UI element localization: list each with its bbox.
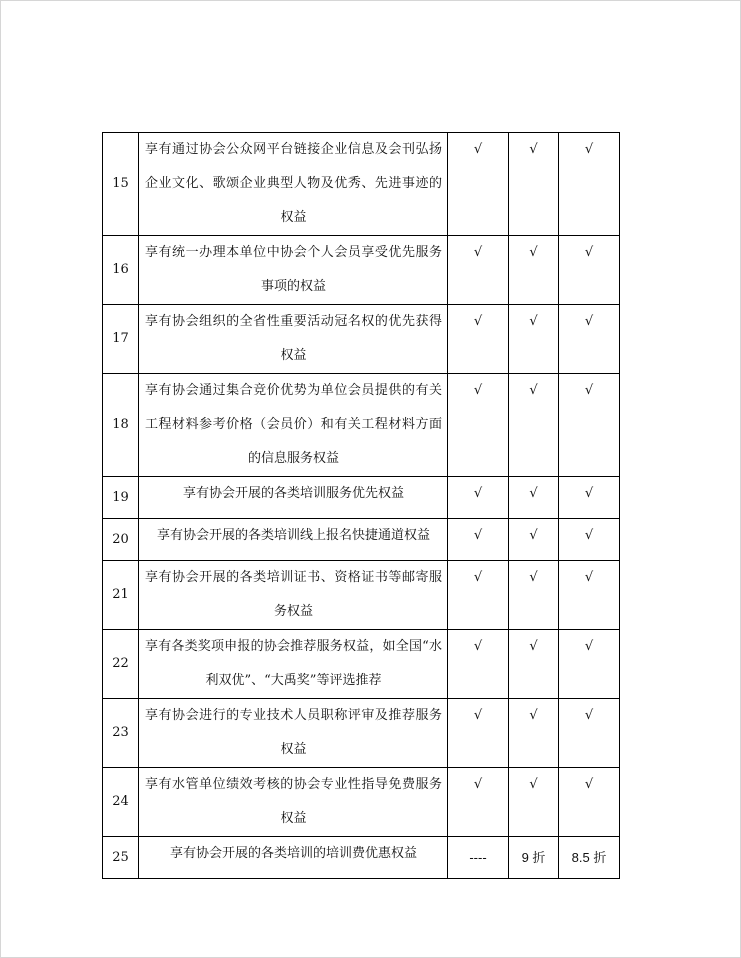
level-2-mark: √ [509,305,559,374]
level-1-mark: √ [448,768,509,837]
table-row [103,561,620,630]
level-2-mark: √ [509,630,559,699]
benefit-description: 享有协会通过集合竞价优势为单位会员提供的有关工程材料参考价格（会员价）和有关工程材料方面的信息服务权益 [139,374,448,477]
level-2-discount: 9 折 [509,837,559,879]
level-1-mark: √ [448,630,509,699]
level-1-mark: √ [448,374,509,477]
benefit-description: 享有协会组织的全省性重要活动冠名权的优先获得权益 [139,305,448,374]
table-row [103,374,620,477]
level-2-mark: √ [509,477,559,519]
level-3-mark: √ [559,561,620,630]
level-2-mark: √ [509,133,559,236]
benefit-description: 享有水管单位绩效考核的协会专业性指导免费服务权益 [139,768,448,837]
level-1-mark: √ [448,519,509,561]
row-number: 17 [103,305,139,374]
row-number: 15 [103,133,139,236]
level-3-mark: √ [559,699,620,768]
table-row [103,630,620,699]
level-1-mark: √ [448,133,509,236]
row-number: 19 [103,477,139,519]
level-2-mark: √ [509,519,559,561]
benefit-description: 享有协会开展的各类培训线上报名快捷通道权益 [139,519,448,561]
benefit-description: 享有各类奖项申报的协会推荐服务权益，如全国“水利双优”、“大禹奖”等评选推荐 [139,630,448,699]
level-1-mark: √ [448,305,509,374]
benefits-table [102,132,620,879]
level-3-mark: √ [559,236,620,305]
level-1-mark: √ [448,236,509,305]
level-3-mark: √ [559,133,620,236]
row-number: 22 [103,630,139,699]
level-3-mark: √ [559,477,620,519]
table-row [103,699,620,768]
benefit-description: 享有协会开展的各类培训证书、资格证书等邮寄服务权益 [139,561,448,630]
level-1-mark: √ [448,561,509,630]
row-number: 24 [103,768,139,837]
level-3-mark: √ [559,519,620,561]
table-row [103,477,620,519]
row-number: 20 [103,519,139,561]
level-3-mark: √ [559,630,620,699]
level-2-mark: √ [509,561,559,630]
level-3-mark: √ [559,305,620,374]
level-1-mark: √ [448,477,509,519]
benefit-description: 享有协会开展的各类培训的培训费优惠权益 [139,837,448,879]
table-row [103,133,620,236]
row-number: 25 [103,837,139,879]
row-number: 16 [103,236,139,305]
level-2-mark: √ [509,768,559,837]
benefit-description: 享有协会开展的各类培训服务优先权益 [139,477,448,519]
table-row [103,236,620,305]
level-3-mark: √ [559,768,620,837]
level-1-mark: √ [448,699,509,768]
level-2-mark: √ [509,374,559,477]
benefit-description: 享有通过协会公众网平台链接企业信息及会刊弘扬企业文化、歌颂企业典型人物及优秀、先进事迹的权益 [139,133,448,236]
row-number: 23 [103,699,139,768]
benefit-description: 享有协会进行的专业技术人员职称评审及推荐服务权益 [139,699,448,768]
table-row [103,305,620,374]
table-row [103,837,620,879]
table-row [103,768,620,837]
level-1-discount: ---- [448,837,509,879]
table-row [103,519,620,561]
row-number: 21 [103,561,139,630]
level-2-mark: √ [509,699,559,768]
row-number: 18 [103,374,139,477]
level-2-mark: √ [509,236,559,305]
level-3-mark: √ [559,374,620,477]
level-3-discount: 8.5 折 [559,837,620,879]
benefit-description: 享有统一办理本单位中协会个人会员享受优先服务事项的权益 [139,236,448,305]
